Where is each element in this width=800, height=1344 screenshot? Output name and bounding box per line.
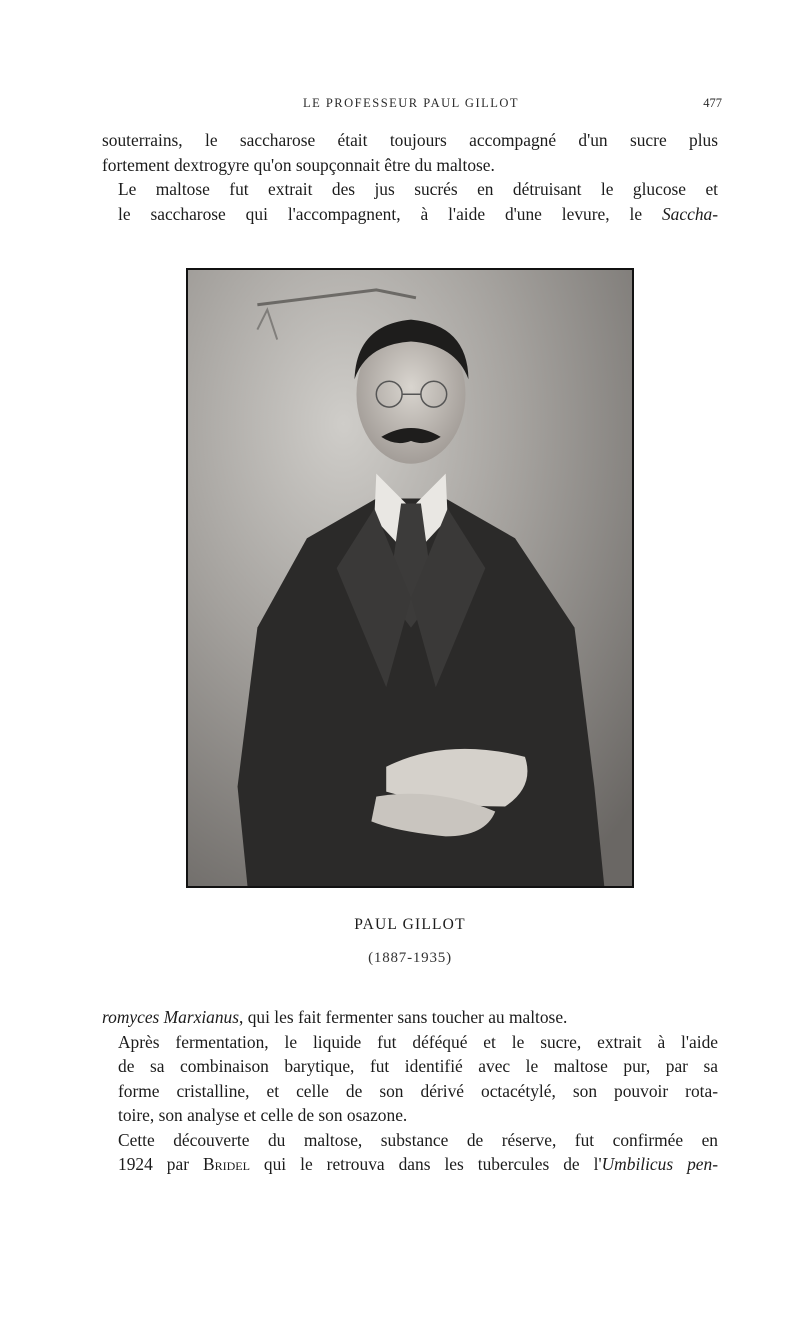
text-span: le saccharose qui l'accompagnent, à l'aide d'une levure, le xyxy=(118,203,662,224)
text-line xyxy=(102,1005,718,1030)
portrait-illustration xyxy=(188,270,632,886)
text-line: forme cristalline, et celle de son dérivé octacétylé, son pouvoir rota- xyxy=(118,1080,718,1101)
portrait-photo xyxy=(186,268,634,888)
italic-term: romyces Marxianus xyxy=(102,1007,240,1027)
text-span: qui le retrouva dans les tubercules de l' xyxy=(249,1154,602,1174)
text-line: toire, son analyse et celle de son osazone. xyxy=(118,1105,408,1125)
paragraph xyxy=(102,1128,718,1177)
italic-term: Umbilicus pen- xyxy=(601,1154,719,1174)
paragraph xyxy=(102,177,718,226)
text-line: souterrains, le saccharose était toujours accompagné d'un sucre plus xyxy=(102,130,718,150)
running-title: LE PROFESSEUR PAUL GILLOT xyxy=(302,96,520,110)
text-span: 1924 par xyxy=(118,1154,203,1174)
figure-caption-dates: (1887-1935) xyxy=(368,950,452,966)
paragraph xyxy=(102,128,718,177)
paragraph xyxy=(102,1005,718,1030)
text-line: Après fermentation, le liquide fut déféqué et le sucre, extrait à l'aide xyxy=(118,1031,718,1052)
italic-term: Saccha- xyxy=(661,203,718,224)
text-line xyxy=(102,202,718,227)
text-span: , qui les fait fermenter sans toucher au maltose. xyxy=(239,1007,568,1027)
body-text-bottom xyxy=(102,1005,718,1177)
figure-caption-name: PAUL GILLOT xyxy=(354,916,466,933)
paragraph xyxy=(102,1030,718,1128)
text-line: de sa combinaison barytique, fut identifié avec le maltose pur, par sa xyxy=(118,1056,718,1076)
page-number: 477 xyxy=(703,96,722,110)
body-text-top xyxy=(102,128,718,226)
author-name: Bridel xyxy=(202,1154,250,1174)
text-line: Cette découverte du maltose, substance de réserve, fut confirmée en xyxy=(118,1129,718,1150)
running-head xyxy=(102,96,720,116)
text-line xyxy=(102,1152,718,1177)
text-line: fortement dextrogyre qu'on soupçonnait être du maltose. xyxy=(102,154,495,175)
text-line: Le maltose fut extrait des jus sucrés en détruisant le glucose et xyxy=(118,179,718,199)
